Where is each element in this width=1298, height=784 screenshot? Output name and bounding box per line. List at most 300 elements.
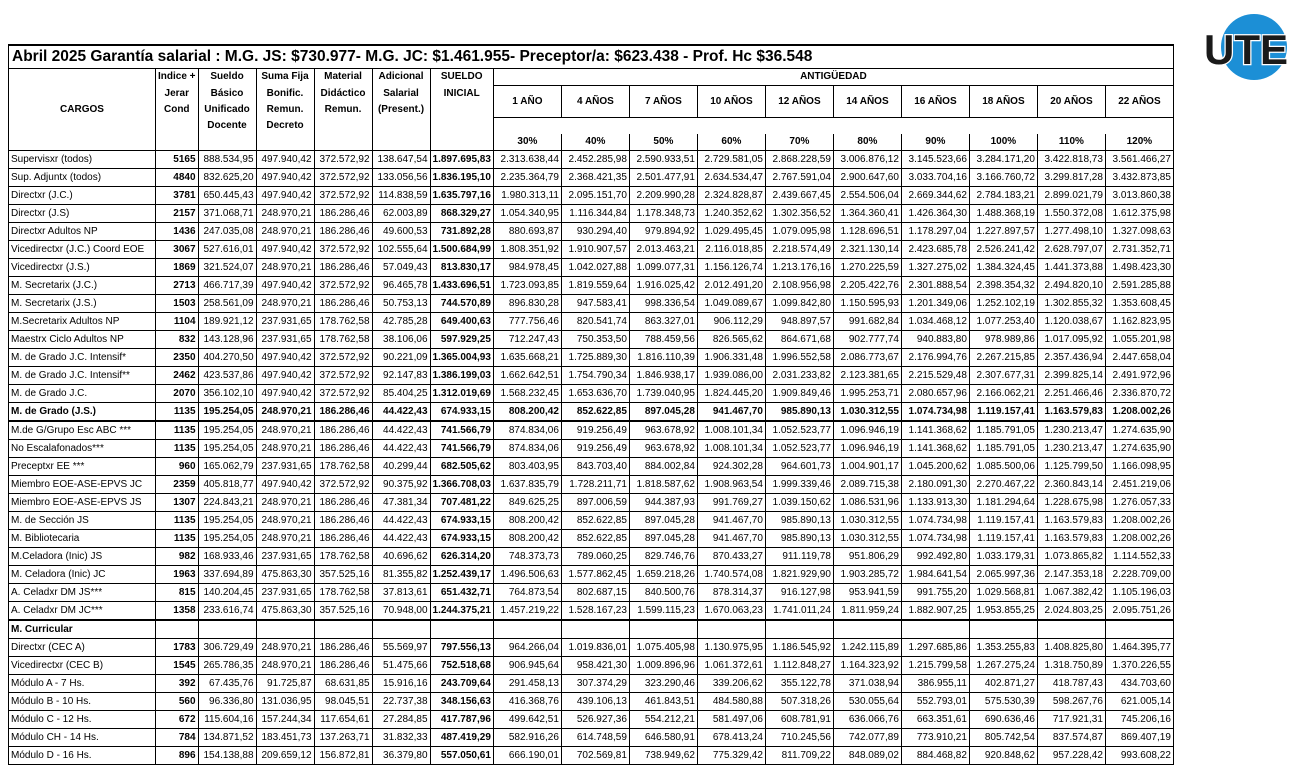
indice-cell: 4840: [156, 169, 199, 187]
material-cell: 186.286,46: [314, 403, 372, 422]
empty-cell: [833, 620, 901, 639]
adicional-cell: 50.753,13: [372, 295, 430, 313]
adicional-cell: 102.555,64: [372, 241, 430, 259]
table-row: [9, 747, 1174, 765]
adicional-cell: 22.737,38: [372, 693, 430, 711]
antiguedad-cell: 1.274.635,90: [1105, 421, 1173, 440]
material-cell: 186.286,46: [314, 259, 372, 277]
antiguedad-cell: 1.818.587,62: [629, 476, 697, 494]
header-pct-1: 30%: [493, 134, 561, 151]
suma-fija-cell: 248.970,21: [256, 421, 314, 440]
adicional-cell: 55.569,97: [372, 639, 430, 657]
antiguedad-cell: 1.384.324,45: [969, 259, 1037, 277]
antiguedad-cell: 1.662.642,51: [493, 367, 561, 385]
antiguedad-cell: 2.235.364,79: [493, 169, 561, 187]
antiguedad-cell: 614.748,59: [561, 729, 629, 747]
antiguedad-cell: 993.608,22: [1105, 747, 1173, 765]
antiguedad-cell: 1.903.285,72: [833, 566, 901, 584]
material-cell: 186.286,46: [314, 205, 372, 223]
basico-cell: 67.435,76: [198, 675, 256, 693]
indice-cell: 960: [156, 458, 199, 476]
antiguedad-cell: 964.266,04: [493, 639, 561, 657]
basico-cell: 195.254,05: [198, 530, 256, 548]
header-year-7: 7 AÑOS: [629, 86, 697, 118]
antiguedad-cell: 2.767.591,04: [765, 169, 833, 187]
antiguedad-cell: 2.399.825,14: [1037, 367, 1105, 385]
antiguedad-cell: 1.019.836,01: [561, 639, 629, 657]
antiguedad-cell: 3.145.523,66: [901, 151, 969, 169]
adicional-cell: 138.647,54: [372, 151, 430, 169]
antiguedad-cell: 805.742,54: [969, 729, 1037, 747]
antiguedad-cell: 1.327.098,63: [1105, 223, 1173, 241]
antiguedad-cell: 3.284.171,20: [969, 151, 1037, 169]
antiguedad-cell: 1.909.849,46: [765, 385, 833, 403]
indice-cell: 815: [156, 584, 199, 602]
antiguedad-cell: 1.984.641,54: [901, 566, 969, 584]
antiguedad-cell: 690.636,46: [969, 711, 1037, 729]
indice-cell: 1135: [156, 512, 199, 530]
basico-cell: 405.818,77: [198, 476, 256, 494]
antiguedad-cell: 339.206,62: [697, 675, 765, 693]
material-cell: 186.286,46: [314, 421, 372, 440]
antiguedad-cell: 1.370.226,55: [1105, 657, 1173, 675]
antiguedad-cell: 802.687,15: [561, 584, 629, 602]
basico-cell: 356.102,10: [198, 385, 256, 403]
antiguedad-cell: 575.530,39: [969, 693, 1037, 711]
antiguedad-cell: 1.042.027,88: [561, 259, 629, 277]
antiguedad-cell: 979.894,92: [629, 223, 697, 241]
basico-cell: 832.625,20: [198, 169, 256, 187]
suma-fija-cell: 497.940,42: [256, 241, 314, 259]
sueldo-inicial-cell: 649.400,63: [430, 313, 493, 331]
antiguedad-cell: 1.185.791,05: [969, 440, 1037, 458]
antiguedad-cell: 924.302,28: [697, 458, 765, 476]
antiguedad-cell: 764.873,54: [493, 584, 561, 602]
antiguedad-cell: 1.061.372,61: [697, 657, 765, 675]
material-cell: 68.631,85: [314, 675, 372, 693]
basico-cell: 195.254,05: [198, 512, 256, 530]
antiguedad-cell: 1.408.825,80: [1037, 639, 1105, 657]
antiguedad-cell: 1.353.255,83: [969, 639, 1037, 657]
adicional-cell: 31.832,33: [372, 729, 430, 747]
antiguedad-cell: 896.830,28: [493, 295, 561, 313]
empty-cell: [969, 620, 1037, 639]
sueldo-inicial-cell: 1.836.195,10: [430, 169, 493, 187]
antiguedad-cell: 418.787,43: [1037, 675, 1105, 693]
antiguedad-cell: 1.980.313,11: [493, 187, 561, 205]
antiguedad-cell: 678.413,24: [697, 729, 765, 747]
header-basico-4: Docente: [198, 118, 256, 135]
basico-cell: 233.616,74: [198, 602, 256, 621]
empty-cell: [156, 620, 199, 639]
antiguedad-cell: 1.215.799,58: [901, 657, 969, 675]
table-row: [9, 241, 1174, 259]
antiguedad-cell: 1.327.275,02: [901, 259, 969, 277]
empty-cell: [430, 620, 493, 639]
header-adicional-3: (Present.): [372, 102, 430, 118]
antiguedad-cell: 2.012.491,20: [697, 277, 765, 295]
antiguedad-cell: 829.746,76: [629, 548, 697, 566]
antiguedad-cell: 1.178.297,04: [901, 223, 969, 241]
table-row: [9, 584, 1174, 602]
antiguedad-cell: 1.133.913,30: [901, 494, 969, 512]
antiguedad-cell: 1.055.201,98: [1105, 331, 1173, 349]
table-row: [9, 259, 1174, 277]
basico-cell: 189.921,12: [198, 313, 256, 331]
indice-cell: 784: [156, 729, 199, 747]
antiguedad-cell: 2.360.843,14: [1037, 476, 1105, 494]
adicional-cell: 37.813,61: [372, 584, 430, 602]
antiguedad-cell: 581.497,06: [697, 711, 765, 729]
material-cell: 186.286,46: [314, 512, 372, 530]
antiguedad-cell: 1.096.946,19: [833, 440, 901, 458]
adicional-cell: 96.465,78: [372, 277, 430, 295]
antiguedad-cell: 874.834,06: [493, 421, 561, 440]
antiguedad-cell: 2.590.933,51: [629, 151, 697, 169]
suma-fija-cell: 237.931,65: [256, 548, 314, 566]
antiguedad-cell: 1.074.734,98: [901, 403, 969, 422]
material-cell: 98.045,51: [314, 693, 372, 711]
antiguedad-cell: 646.580,91: [629, 729, 697, 747]
section-label: M. Curricular: [9, 620, 156, 639]
antiguedad-cell: 1.635.668,21: [493, 349, 561, 367]
antiguedad-cell: 2.491.972,96: [1105, 367, 1173, 385]
antiguedad-cell: 1.599.115,23: [629, 602, 697, 621]
antiguedad-cell: 1.075.405,98: [629, 639, 697, 657]
adicional-cell: 81.355,82: [372, 566, 430, 584]
antiguedad-cell: 1.163.579,83: [1037, 512, 1105, 530]
antiguedad-cell: 2.307.677,31: [969, 367, 1037, 385]
antiguedad-cell: 2.321.130,14: [833, 241, 901, 259]
antiguedad-cell: 2.024.803,25: [1037, 602, 1105, 621]
table-row: [9, 729, 1174, 747]
cargo-cell: M. Bibliotecaria: [9, 530, 156, 548]
antiguedad-cell: 416.368,76: [493, 693, 561, 711]
antiguedad-cell: 2.784.183,21: [969, 187, 1037, 205]
antiguedad-cell: 666.190,01: [493, 747, 561, 765]
sueldo-inicial-cell: 417.787,96: [430, 711, 493, 729]
header-year-4: 4 AÑOS: [561, 86, 629, 118]
material-cell: 186.286,46: [314, 295, 372, 313]
antiguedad-cell: 2.501.477,91: [629, 169, 697, 187]
basico-cell: 140.204,45: [198, 584, 256, 602]
material-cell: 372.572,92: [314, 277, 372, 295]
suma-fija-cell: 248.970,21: [256, 205, 314, 223]
adicional-cell: 40.696,62: [372, 548, 430, 566]
header-pct-14: 80%: [833, 134, 901, 151]
adicional-cell: 92.147,83: [372, 367, 430, 385]
antiguedad-cell: 897.045,28: [629, 403, 697, 422]
antiguedad-cell: 1.163.579,83: [1037, 530, 1105, 548]
material-cell: 372.572,92: [314, 187, 372, 205]
antiguedad-cell: 870.433,27: [697, 548, 765, 566]
antiguedad-cell: 1.017.095,92: [1037, 331, 1105, 349]
cargo-cell: Miembro EOE-ASE-EPVS JS: [9, 494, 156, 512]
adicional-cell: 42.785,28: [372, 313, 430, 331]
material-cell: 178.762,58: [314, 458, 372, 476]
antiguedad-cell: 323.290,46: [629, 675, 697, 693]
material-cell: 186.286,46: [314, 530, 372, 548]
table-row: [9, 440, 1174, 458]
antiguedad-cell: 1.995.253,71: [833, 385, 901, 403]
antiguedad-cell: 291.458,13: [493, 675, 561, 693]
cargo-cell: M. de Grado J.C. Intensif**: [9, 367, 156, 385]
antiguedad-cell: 1.725.889,30: [561, 349, 629, 367]
antiguedad-cell: 2.086.773,67: [833, 349, 901, 367]
sueldo-inicial-cell: 597.929,25: [430, 331, 493, 349]
header-pct-7: 50%: [629, 134, 697, 151]
header-pct-16: 90%: [901, 134, 969, 151]
antiguedad-cell: 773.910,21: [901, 729, 969, 747]
antiguedad-cell: 930.294,40: [561, 223, 629, 241]
basico-cell: 154.138,88: [198, 747, 256, 765]
header-antiguedad: ANTIGÜEDAD: [493, 69, 1173, 86]
salary-table: [8, 44, 1174, 765]
cargo-cell: No Escalafonados***: [9, 440, 156, 458]
empty-cell: [314, 620, 372, 639]
antiguedad-cell: 985.890,13: [765, 403, 833, 422]
antiguedad-cell: 1.086.531,96: [833, 494, 901, 512]
antiguedad-cell: 1.996.552,58: [765, 349, 833, 367]
indice-cell: 982: [156, 548, 199, 566]
indice-cell: 1503: [156, 295, 199, 313]
antiguedad-cell: 2.729.581,05: [697, 151, 765, 169]
antiguedad-cell: 1.276.057,33: [1105, 494, 1173, 512]
antiguedad-cell: 919.256,49: [561, 421, 629, 440]
material-cell: 372.572,92: [314, 385, 372, 403]
antiguedad-cell: 1.130.975,95: [697, 639, 765, 657]
antiguedad-cell: 2.031.233,82: [765, 367, 833, 385]
basico-cell: 527.616,01: [198, 241, 256, 259]
antiguedad-cell: 1.096.946,19: [833, 421, 901, 440]
antiguedad-cell: 1.819.559,64: [561, 277, 629, 295]
antiguedad-cell: 2.215.529,48: [901, 367, 969, 385]
basico-cell: 165.062,79: [198, 458, 256, 476]
antiguedad-cell: 1.659.218,26: [629, 566, 697, 584]
antiguedad-cell: 788.459,56: [629, 331, 697, 349]
antiguedad-cell: 1.099.077,31: [629, 259, 697, 277]
antiguedad-cell: 1.637.835,79: [493, 476, 561, 494]
antiguedad-cell: 1.528.167,23: [561, 602, 629, 621]
indice-cell: 1307: [156, 494, 199, 512]
antiguedad-cell: 985.890,13: [765, 530, 833, 548]
table-row: [9, 675, 1174, 693]
basico-cell: 321.524,07: [198, 259, 256, 277]
header-year-10: 10 AÑOS: [697, 86, 765, 118]
antiguedad-cell: 863.327,01: [629, 313, 697, 331]
basico-cell: 306.729,49: [198, 639, 256, 657]
antiguedad-cell: 2.591.285,88: [1105, 277, 1173, 295]
antiguedad-cell: 837.574,87: [1037, 729, 1105, 747]
antiguedad-cell: 848.089,02: [833, 747, 901, 765]
header-suma-2: Bonific.: [256, 86, 314, 102]
sueldo-inicial-cell: 1.312.019,69: [430, 385, 493, 403]
antiguedad-cell: 1.498.423,30: [1105, 259, 1173, 277]
antiguedad-cell: 1.033.179,31: [969, 548, 1037, 566]
antiguedad-cell: 371.038,94: [833, 675, 901, 693]
basico-cell: 258.561,09: [198, 295, 256, 313]
cargo-cell: Módulo D - 16 Hs.: [9, 747, 156, 765]
antiguedad-cell: 2.439.667,45: [765, 187, 833, 205]
antiguedad-cell: 947.583,41: [561, 295, 629, 313]
indice-cell: 832: [156, 331, 199, 349]
sueldo-inicial-cell: 1.365.004,93: [430, 349, 493, 367]
antiguedad-cell: 953.941,59: [833, 584, 901, 602]
cargo-cell: Miembro EOE-ASE-EPVS JC: [9, 476, 156, 494]
antiguedad-cell: 1.227.897,57: [969, 223, 1037, 241]
antiguedad-cell: 906.112,29: [697, 313, 765, 331]
indice-cell: 3067: [156, 241, 199, 259]
antiguedad-cell: 1.550.372,08: [1037, 205, 1105, 223]
antiguedad-cell: 1.008.101,34: [697, 440, 765, 458]
sueldo-inicial-cell: 674.933,15: [430, 530, 493, 548]
empty-cell: [765, 620, 833, 639]
antiguedad-cell: 1.085.500,06: [969, 458, 1037, 476]
sueldo-inicial-cell: 707.481,22: [430, 494, 493, 512]
suma-fija-cell: 497.940,42: [256, 349, 314, 367]
antiguedad-cell: 2.065.997,36: [969, 566, 1037, 584]
antiguedad-cell: 1.228.675,98: [1037, 494, 1105, 512]
antiguedad-cell: 1.164.323,92: [833, 657, 901, 675]
antiguedad-cell: 386.955,11: [901, 675, 969, 693]
antiguedad-cell: 1.120.038,67: [1037, 313, 1105, 331]
antiguedad-cell: 526.927,36: [561, 711, 629, 729]
antiguedad-cell: 948.897,57: [765, 313, 833, 331]
antiguedad-cell: 1.119.157,41: [969, 530, 1037, 548]
header-year-22: 22 AÑOS: [1105, 86, 1173, 118]
antiguedad-cell: 843.703,40: [561, 458, 629, 476]
header-adicional-2: Salarial: [372, 86, 430, 102]
suma-fija-cell: 497.940,42: [256, 367, 314, 385]
header-year-20: 20 AÑOS: [1037, 86, 1105, 118]
cargo-cell: Supervisxr (todos): [9, 151, 156, 169]
antiguedad-cell: 1.128.696,51: [833, 223, 901, 241]
antiguedad-cell: 991.769,27: [697, 494, 765, 512]
header-pct-18: 100%: [969, 134, 1037, 151]
antiguedad-cell: 991.682,84: [833, 313, 901, 331]
cargo-cell: Vicedirectxr (CEC B): [9, 657, 156, 675]
basico-cell: 168.933,46: [198, 548, 256, 566]
antiguedad-cell: 840.500,76: [629, 584, 697, 602]
adicional-cell: 90.375,92: [372, 476, 430, 494]
adicional-cell: 133.056,56: [372, 169, 430, 187]
indice-cell: 2350: [156, 349, 199, 367]
antiguedad-cell: 1.808.351,92: [493, 241, 561, 259]
basico-cell: 466.717,39: [198, 277, 256, 295]
table-row: [9, 494, 1174, 512]
antiguedad-cell: 1.029.495,45: [697, 223, 765, 241]
antiguedad-cell: 1.009.896,96: [629, 657, 697, 675]
material-cell: 186.286,46: [314, 657, 372, 675]
cargo-cell: M. Celadora (Inic) JC: [9, 566, 156, 584]
sueldo-inicial-cell: 1.500.684,99: [430, 241, 493, 259]
antiguedad-cell: 1.364.360,41: [833, 205, 901, 223]
antiguedad-cell: 1.270.225,59: [833, 259, 901, 277]
antiguedad-cell: 2.267.215,85: [969, 349, 1037, 367]
suma-fija-cell: 209.659,12: [256, 747, 314, 765]
cargo-cell: Directxr (J.S): [9, 205, 156, 223]
table-row: [9, 693, 1174, 711]
material-cell: 117.654,61: [314, 711, 372, 729]
basico-cell: 195.254,05: [198, 440, 256, 458]
antiguedad-cell: 1.457.219,22: [493, 602, 561, 621]
antiguedad-cell: 1.906.331,48: [697, 349, 765, 367]
sueldo-inicial-cell: 557.050,61: [430, 747, 493, 765]
antiguedad-cell: 1.125.799,50: [1037, 458, 1105, 476]
antiguedad-cell: 1.004.901,17: [833, 458, 901, 476]
suma-fija-cell: 131.036,95: [256, 693, 314, 711]
antiguedad-cell: 1.240.352,62: [697, 205, 765, 223]
sueldo-inicial-cell: 651.432,71: [430, 584, 493, 602]
antiguedad-cell: 1.252.102,19: [969, 295, 1037, 313]
table-row: [9, 349, 1174, 367]
cargo-cell: M. de Grado J.C.: [9, 385, 156, 403]
indice-cell: 1436: [156, 223, 199, 241]
antiguedad-cell: 717.921,31: [1037, 711, 1105, 729]
antiguedad-cell: 1.162.823,95: [1105, 313, 1173, 331]
antiguedad-cell: 2.526.241,42: [969, 241, 1037, 259]
suma-fija-cell: 475.863,30: [256, 602, 314, 621]
antiguedad-cell: 920.848,62: [969, 747, 1037, 765]
antiguedad-cell: 2.423.685,78: [901, 241, 969, 259]
indice-cell: 2462: [156, 367, 199, 385]
antiguedad-cell: 1.034.468,12: [901, 313, 969, 331]
antiguedad-cell: 1.821.929,90: [765, 566, 833, 584]
antiguedad-cell: 998.336,54: [629, 295, 697, 313]
basico-cell: 265.786,35: [198, 657, 256, 675]
antiguedad-cell: 2.013.463,21: [629, 241, 697, 259]
antiguedad-cell: 1.052.523,77: [765, 440, 833, 458]
antiguedad-cell: 1.653.636,70: [561, 385, 629, 403]
antiguedad-cell: 1.811.959,24: [833, 602, 901, 621]
antiguedad-cell: 1.201.349,06: [901, 295, 969, 313]
sueldo-inicial-cell: 1.386.199,03: [430, 367, 493, 385]
antiguedad-cell: 1.030.312,55: [833, 512, 901, 530]
antiguedad-cell: 1.114.552,33: [1105, 548, 1173, 566]
antiguedad-cell: 803.403,95: [493, 458, 561, 476]
adicional-cell: 38.106,06: [372, 331, 430, 349]
antiguedad-cell: 1.181.294,64: [969, 494, 1037, 512]
adicional-cell: 47.381,34: [372, 494, 430, 512]
table-row: [9, 602, 1174, 621]
table-row: [9, 566, 1174, 584]
antiguedad-cell: 1.119.157,41: [969, 403, 1037, 422]
antiguedad-cell: 1.953.855,25: [969, 602, 1037, 621]
antiguedad-cell: 902.777,74: [833, 331, 901, 349]
basico-cell: 224.843,21: [198, 494, 256, 512]
table-row: [9, 277, 1174, 295]
antiguedad-cell: 2.176.994,76: [901, 349, 969, 367]
cargo-cell: Módulo CH - 14 Hs.: [9, 729, 156, 747]
table-row: [9, 313, 1174, 331]
cargo-cell: M.Celadora (Inic) JS: [9, 548, 156, 566]
header-basico-2: Básico: [198, 86, 256, 102]
antiguedad-cell: 2.251.466,46: [1037, 385, 1105, 403]
adicional-cell: 44.422,43: [372, 530, 430, 548]
antiguedad-cell: 742.077,89: [833, 729, 901, 747]
header-cargos: CARGOS: [9, 69, 156, 151]
antiguedad-cell: 884.002,84: [629, 458, 697, 476]
cargo-cell: Directxr (CEC A): [9, 639, 156, 657]
antiguedad-cell: 3.013.860,38: [1105, 187, 1173, 205]
antiguedad-cell: 1.267.275,24: [969, 657, 1037, 675]
sueldo-inicial-cell: 674.933,15: [430, 403, 493, 422]
cargo-cell: M. de Grado J.C. Intensif*: [9, 349, 156, 367]
antiguedad-cell: 2.108.956,98: [765, 277, 833, 295]
suma-fija-cell: 497.940,42: [256, 476, 314, 494]
antiguedad-cell: 1.274.635,90: [1105, 440, 1173, 458]
antiguedad-cell: 2.357.436,94: [1037, 349, 1105, 367]
